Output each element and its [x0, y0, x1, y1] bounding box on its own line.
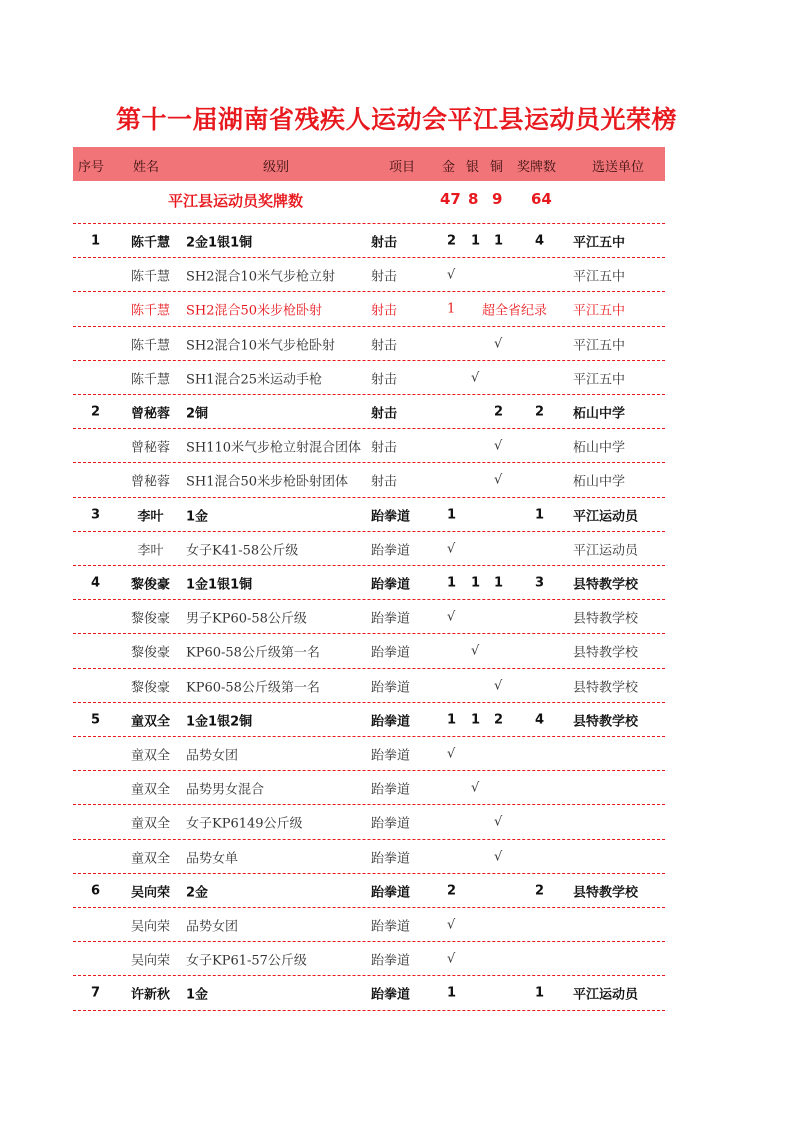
event-cell: 跆拳道: [371, 885, 411, 901]
total-cell: 1: [535, 985, 545, 1001]
level-cell: SH1混合25米运动手枪: [186, 372, 323, 388]
name-cell: 李叶: [137, 509, 164, 525]
event-cell: 射击: [371, 406, 398, 422]
gold-cell: √: [447, 746, 456, 762]
summary-bronze: 9: [492, 190, 503, 208]
seq-cell: 5: [91, 712, 101, 728]
event-cell: 跆拳道: [371, 987, 411, 1003]
summary-label: 平江县运动员奖牌数: [168, 192, 304, 210]
level-cell: 女子K41-58公斤级: [186, 543, 299, 559]
gold-cell: 1: [447, 575, 457, 591]
bronze-cell: 1: [494, 575, 504, 591]
summary-total: 64: [531, 190, 552, 208]
unit-cell: 县特教学校: [573, 714, 639, 730]
event-cell: 射击: [371, 474, 398, 490]
table-row: [73, 737, 665, 771]
seq-cell: 6: [91, 883, 101, 899]
note-cell: 超全省纪录: [482, 303, 548, 319]
table-row: [73, 942, 665, 976]
bronze-cell: √: [494, 678, 503, 694]
unit-cell: 县特教学校: [573, 577, 639, 593]
table-row: [73, 463, 665, 497]
gold-cell: √: [447, 917, 456, 933]
level-cell: SH2混合50米步枪卧射: [186, 303, 323, 319]
table-row: [73, 669, 665, 703]
athlete-summary-row: [73, 395, 665, 429]
level-cell: SH2混合10米气步枪卧射: [186, 338, 336, 354]
athlete-summary-row: [73, 874, 665, 908]
level-cell: 男子KP60-58公斤级: [186, 611, 307, 627]
name-cell: 黎俊豪: [130, 680, 170, 696]
name-cell: 李叶: [137, 543, 164, 559]
unit-cell: 平江运动员: [573, 987, 639, 1003]
unit-cell: 平江运动员: [573, 509, 639, 525]
name-cell: 陈千慧: [130, 269, 170, 285]
event-cell: 跆拳道: [371, 919, 411, 935]
gold-cell: √: [447, 609, 456, 625]
bronze-cell: 2: [494, 404, 504, 420]
silver-cell: 1: [471, 233, 481, 249]
bronze-cell: √: [494, 849, 503, 865]
table-row: [73, 327, 665, 361]
name-cell: 许新秋: [130, 987, 170, 1003]
gold-cell: 1: [447, 301, 456, 317]
medal-summary: [73, 184, 665, 216]
event-cell: 跆拳道: [371, 782, 411, 798]
header-silver: 银: [466, 160, 480, 175]
name-cell: 黎俊豪: [130, 611, 170, 627]
total-cell: 2: [535, 883, 545, 899]
unit-cell: 县特教学校: [573, 611, 639, 627]
name-cell: 童双全: [130, 816, 170, 832]
name-cell: 陈千慧: [130, 303, 170, 319]
event-cell: 射击: [371, 440, 398, 456]
unit-cell: 柘山中学: [573, 440, 626, 456]
gold-cell: √: [447, 951, 456, 967]
name-cell: 吴向荣: [130, 919, 170, 935]
header-event: 项目: [389, 160, 416, 175]
silver-cell: 1: [471, 575, 481, 591]
level-cell: 2铜: [186, 406, 209, 422]
name-cell: 黎俊豪: [130, 645, 170, 661]
total-cell: 4: [535, 233, 545, 249]
event-cell: 跆拳道: [371, 816, 411, 832]
event-cell: 跆拳道: [371, 680, 411, 696]
table-row: [73, 429, 665, 463]
header-gold: 金: [442, 160, 456, 175]
unit-cell: 柘山中学: [573, 406, 626, 422]
gold-cell: 1: [447, 985, 457, 1001]
table-row: [73, 532, 665, 566]
name-cell: 吴向荣: [130, 953, 170, 969]
header-bronze: 铜: [490, 160, 504, 175]
level-cell: 品势男女混合: [186, 782, 265, 798]
name-cell: 吴向荣: [130, 885, 170, 901]
silver-cell: √: [471, 643, 480, 659]
unit-cell: 县特教学校: [573, 680, 639, 696]
total-cell: 1: [535, 507, 545, 523]
page-title: 第十一届湖南省残疾人运动会平江县运动员光荣榜: [115, 105, 677, 134]
table-row: [73, 634, 665, 668]
event-cell: 跆拳道: [371, 748, 411, 764]
level-cell: 品势女团: [186, 748, 239, 764]
total-cell: 2: [535, 404, 545, 420]
athlete-summary-row: [73, 976, 665, 1010]
unit-cell: 平江五中: [573, 372, 626, 388]
header-total: 奖牌数: [517, 160, 557, 175]
name-cell: 黎俊豪: [130, 577, 170, 593]
summary-gold: 47: [440, 190, 461, 208]
table-header: [73, 147, 665, 181]
unit-cell: 平江五中: [573, 235, 626, 251]
event-cell: 跆拳道: [371, 509, 411, 525]
athlete-summary-row: [73, 224, 665, 258]
event-cell: 跆拳道: [371, 611, 411, 627]
event-cell: 跆拳道: [371, 543, 411, 559]
event-cell: 射击: [371, 372, 398, 388]
level-cell: 1金: [186, 987, 209, 1003]
bronze-cell: 2: [494, 712, 504, 728]
gold-cell: 1: [447, 507, 457, 523]
table-row: [73, 258, 665, 292]
summary-silver: 8: [468, 190, 479, 208]
name-cell: 曾秘蓉: [130, 440, 170, 456]
athlete-summary-row: [73, 498, 665, 532]
athlete-summary-row: [73, 566, 665, 600]
event-cell: 射击: [371, 303, 398, 319]
unit-cell: 平江五中: [573, 338, 626, 354]
level-cell: 1金1银2铜: [186, 714, 253, 730]
level-cell: SH2混合10米气步枪立射: [186, 269, 336, 285]
gold-cell: 2: [447, 883, 457, 899]
bronze-cell: √: [494, 438, 503, 454]
unit-cell: 平江五中: [573, 303, 626, 319]
unit-cell: 平江运动员: [573, 543, 639, 559]
seq-cell: 3: [91, 507, 101, 523]
table-row: [73, 292, 665, 326]
gold-cell: 1: [447, 712, 457, 728]
event-cell: 跆拳道: [371, 714, 411, 730]
seq-cell: 2: [91, 404, 101, 420]
name-cell: 陈千慧: [130, 372, 170, 388]
level-cell: 品势女团: [186, 919, 239, 935]
total-cell: 4: [535, 712, 545, 728]
gold-cell: √: [447, 541, 456, 557]
unit-cell: 县特教学校: [573, 645, 639, 661]
event-cell: 跆拳道: [371, 851, 411, 867]
athlete-summary-row: [73, 703, 665, 737]
header-seq: 序号: [78, 160, 105, 175]
header-name: 姓名: [133, 160, 160, 175]
unit-cell: 平江五中: [573, 269, 626, 285]
level-cell: 女子KP6149公斤级: [186, 816, 303, 832]
level-cell: 2金1银1铜: [186, 235, 253, 251]
unit-cell: 柘山中学: [573, 474, 626, 490]
unit-cell: 县特教学校: [573, 885, 639, 901]
level-cell: 女子KP61-57公斤级: [186, 953, 307, 969]
name-cell: 童双全: [130, 782, 170, 798]
event-cell: 跆拳道: [371, 953, 411, 969]
event-cell: 射击: [371, 269, 398, 285]
table-row: [73, 771, 665, 805]
seq-cell: 7: [91, 985, 101, 1001]
event-cell: 跆拳道: [371, 645, 411, 661]
table-row: [73, 805, 665, 839]
header-level: 级别: [263, 160, 290, 175]
bronze-cell: √: [494, 814, 503, 830]
level-cell: KP60-58公斤级第一名: [186, 645, 320, 661]
gold-cell: 2: [447, 233, 457, 249]
name-cell: 曾秘蓉: [130, 474, 170, 490]
seq-cell: 4: [91, 575, 101, 591]
header-unit: 选送单位: [592, 160, 645, 175]
name-cell: 童双全: [130, 748, 170, 764]
bronze-cell: √: [494, 336, 503, 352]
level-cell: KP60-58公斤级第一名: [186, 680, 320, 696]
row-separator: [73, 1010, 665, 1011]
name-cell: 童双全: [130, 851, 170, 867]
event-cell: 射击: [371, 338, 398, 354]
level-cell: SH1混合50米步枪卧射团体: [186, 474, 349, 490]
bronze-cell: √: [494, 472, 503, 488]
gold-cell: √: [447, 267, 456, 283]
name-cell: 曾秘蓉: [130, 406, 170, 422]
silver-cell: √: [471, 780, 480, 796]
level-cell: 品势女单: [186, 851, 239, 867]
table-row: [73, 600, 665, 634]
silver-cell: √: [471, 370, 480, 386]
name-cell: 陈千慧: [130, 338, 170, 354]
table-row: [73, 840, 665, 874]
table-row: [73, 908, 665, 942]
table-row: [73, 361, 665, 395]
name-cell: 童双全: [130, 714, 170, 730]
name-cell: 陈千慧: [130, 235, 170, 251]
level-cell: 1金: [186, 509, 209, 525]
seq-cell: 1: [91, 233, 101, 249]
silver-cell: 1: [471, 712, 481, 728]
event-cell: 跆拳道: [371, 577, 411, 593]
total-cell: 3: [535, 575, 545, 591]
event-cell: 射击: [371, 235, 398, 251]
level-cell: 2金: [186, 885, 209, 901]
bronze-cell: 1: [494, 233, 504, 249]
level-cell: 1金1银1铜: [186, 577, 253, 593]
level-cell: SH110米气步枪立射混合团体: [186, 440, 362, 456]
